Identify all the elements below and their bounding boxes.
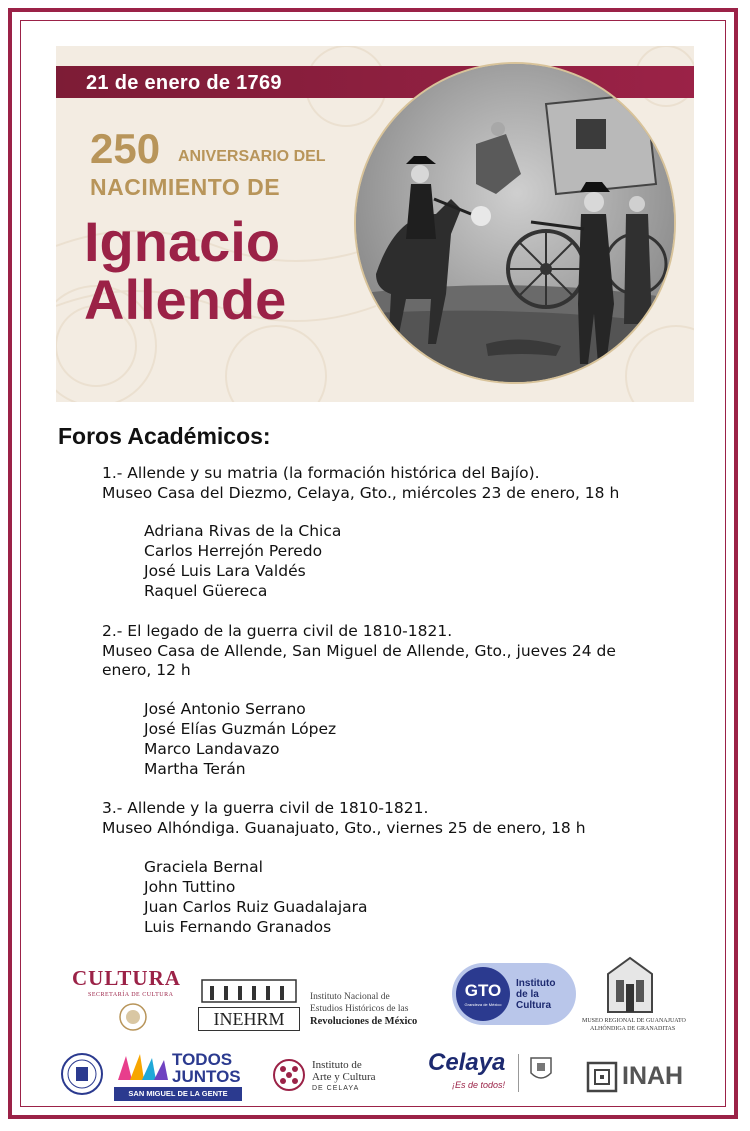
forum-3-title: 3.- Allende y la guerra civil de 1810-1821. — [102, 799, 429, 817]
san-miguel-seal-icon — [60, 1052, 104, 1096]
gto-mark: GTO — [464, 981, 502, 1000]
forum-1-title: 1.- Allende y su matria (la formación histórica del Bajío). — [102, 464, 540, 482]
forum-2-panelist: Martha Terán — [144, 760, 246, 778]
inehrm-line-2: Estudios Históricos de las — [310, 1004, 409, 1014]
forum-1-panelist: Raquel Güereca — [144, 582, 268, 600]
forum-3-panelist: Graciela Bernal — [144, 858, 263, 876]
forum-3-panelist: Luis Fernando Granados — [144, 918, 332, 936]
celaya-tagline: ¡Es de todos! — [452, 1080, 506, 1090]
cultura-logo-subtitle: SECRETARÍA DE CULTURA — [88, 992, 174, 998]
battle-scene-illustration — [356, 64, 676, 384]
inah-emblem-icon — [585, 1060, 619, 1094]
todos-line-3: SAN MIGUEL DE LA GENTE — [114, 1087, 242, 1101]
gto-line-1: Instituto — [516, 978, 556, 989]
forum-2-panelist: José Elías Guzmán López — [144, 720, 337, 738]
alhondiga-line-1: MUSEO REGIONAL DE GUANAJUATO — [582, 1018, 686, 1024]
inehrm-line-3: Revoluciones de México — [310, 1016, 418, 1027]
hero-banner — [56, 46, 694, 402]
honoree-last-name: Allende — [84, 268, 287, 331]
iac-line-3: DE CELAYA — [312, 1085, 360, 1092]
anniversary-line-2: NACIMIENTO DE — [90, 174, 281, 200]
section-title: Foros Académicos: — [58, 423, 271, 449]
alhondiga-line-2: ALHÓNDIGA DE GRANADITAS — [590, 1026, 676, 1032]
celaya-shield-icon — [528, 1055, 554, 1085]
forum-1-panelist: Adriana Rivas de la Chica — [144, 522, 342, 540]
alhondiga-building-icon — [598, 954, 662, 1016]
iac-line-1: Instituto de — [312, 1059, 362, 1071]
forum-2-title: 2.- El legado de la guerra civil de 1810-1821. — [102, 622, 453, 640]
inehrm-line-1: Instituto Nacional de — [310, 992, 390, 1002]
honoree-first-name: Ignacio — [84, 210, 281, 273]
forum-2-panelist: José Antonio Serrano — [144, 700, 306, 718]
forum-2-venue: Museo Casa de Allende, San Miguel de Allende, Gto., jueves 24 de — [102, 642, 616, 660]
forum-3-panelist: John Tuttino — [144, 878, 236, 896]
gto-line-3: Cultura — [516, 1000, 551, 1011]
iac-pattern-icon — [272, 1058, 306, 1092]
forum-1-panelist: Carlos Herrejón Peredo — [144, 542, 323, 560]
iac-line-2: Arte y Cultura — [312, 1071, 376, 1083]
anniversary-line-1: ANIVERSARIO DEL — [178, 148, 326, 165]
forum-2-venue-continued: enero, 12 h — [102, 661, 191, 679]
inah-name: INAH — [622, 1062, 684, 1090]
todos-line-1: TODOS — [172, 1050, 233, 1069]
inehrm-building-icon — [200, 978, 298, 1004]
forum-2-panelist: Marco Landavazo — [144, 740, 280, 758]
cultura-logo-title: CULTURA — [72, 966, 181, 990]
todos-line-2: JUNTOS — [172, 1067, 241, 1086]
celaya-name: Celaya — [428, 1049, 506, 1076]
birth-date: 21 de enero de 1769 — [86, 72, 282, 94]
gto-line-2: de la — [516, 989, 539, 1000]
colorful-hands-icon — [114, 1052, 170, 1084]
forum-3-venue: Museo Alhóndiga. Guanajuato, Gto., viernes 25 de enero, 18 h — [102, 819, 586, 837]
mexico-seal-icon — [118, 1002, 148, 1032]
forum-1-venue: Museo Casa del Diezmo, Celaya, Gto., miércoles 23 de enero, 18 h — [102, 484, 620, 502]
historical-engraving — [354, 62, 676, 384]
forum-3-panelist: Juan Carlos Ruiz Guadalajara — [144, 898, 368, 916]
celaya-divider — [518, 1054, 519, 1092]
anniversary-number: 250 — [90, 125, 161, 172]
gto-tagline: Grandeza de México — [464, 1002, 502, 1007]
inehrm-acronym: INEHRM — [198, 1007, 300, 1031]
forum-1-panelist: José Luis Lara Valdés — [144, 562, 306, 580]
